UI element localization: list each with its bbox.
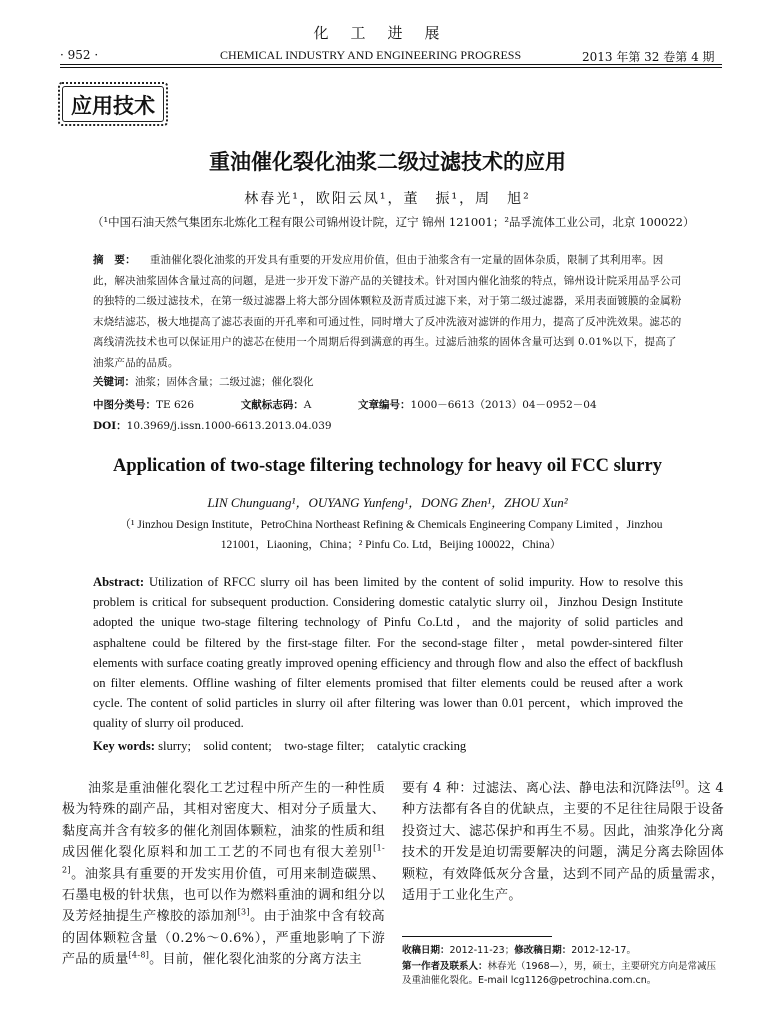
issue-info: 2013 年第 32 卷第 4 期	[582, 50, 715, 64]
article-number-value: 1000－6613（2013）04－0952－04	[410, 399, 597, 411]
article-number-label: 文章编号：	[358, 399, 411, 411]
footnote-rule	[402, 936, 552, 937]
clc-value: TE 626	[156, 399, 195, 411]
author-label: 第一作者及联系人：	[402, 961, 488, 972]
header-rule	[60, 64, 722, 65]
authors-en: LIN Chunguang¹，OUYANG Yunfeng¹，DONG Zhen¹，ZHOU Xun²	[207, 495, 568, 510]
affiliation-en	[96, 515, 686, 555]
clc-label: 中图分类号：	[93, 399, 156, 411]
body-left-p2: 。油浆具有重要的开发实用价值，可用来制造碳黑、石墨电极的针状焦，也可以作为燃料重油的调和组分以及芳烃抽提生产橡胶的添加剂	[62, 866, 385, 925]
doc-code-value: A	[303, 399, 312, 411]
header-rule-thin	[60, 67, 722, 68]
body-column-right	[402, 778, 724, 906]
doi-label: DOI：	[93, 420, 127, 432]
abstract-cn-label: 摘 要：	[93, 254, 136, 266]
abstract-en-label: Abstract:	[93, 575, 145, 589]
journal-title-en: CHEMICAL INDUSTRY AND ENGINEERING PROGRESS	[220, 48, 522, 62]
affiliation-en-line-2: 121001，Liaoning，China；² Pinfu Co. Ltd，Beijing 100022，China）	[220, 539, 562, 551]
citation-1-2[interactable]: [1-2]	[62, 843, 385, 875]
article-title-cn: 重油催化裂化油浆二级过滤技术的应用	[209, 150, 566, 174]
body-left-p4: 。目前，催化裂化油浆的分离方法主	[149, 952, 362, 968]
citation-3[interactable]: [3]	[237, 908, 250, 918]
author-info: 林春光（1968—），男，硕士，主要研究方向是常减压及重油催化裂化。E-mail lcg1126@petrochina.com.cn。	[402, 961, 716, 986]
revised-date: 2012-12-17。	[571, 945, 636, 956]
abstract-cn-text: 重油催化裂化油浆的开发具有重要的开发应用价值，但由于油浆含有一定量的固体杂质，限制了其利用率。因此，解决油浆固体含量过高的问题，是进一步开发下游产品的关键技术。针对国内催化油浆的特点，锦州设计院采用品孚公司的独特的二级过滤技术，在第一级过滤器上将大部分固体颗粒及沥青质过滤下来，对于第二级过滤器，采用表面镀膜的金属粉末烧结滤芯，极大地提高了滤芯表面的开孔率和可通过性，同时增大了反冲洗液对滤饼的作用力，提高了反冲洗效果。滤芯的离线清洗技术也可以保证用户的滤芯在使用一个周期后得到满意的再生。过滤后油浆的固体含量可达到 0.01%以下，提高了油浆产品的品质。	[93, 254, 682, 369]
keywords-en-label: Key words:	[93, 739, 155, 753]
article-title-en: Application of two-stage filtering technology for heavy oil FCC slurry	[113, 456, 662, 476]
received-label: 收稿日期：	[402, 945, 450, 956]
doc-code-label: 文献标志码：	[240, 399, 304, 411]
revised-label: 修改稿日期：	[514, 945, 572, 956]
body-left-p3: 。由于油浆中含有较高的固体颗粒含量（0.2%～0.6%），严重地影响了下游产品的质量	[62, 909, 385, 968]
body-right-p1: 要有 4 种：过滤法、离心法、静电法和沉降法	[402, 781, 673, 796]
doi-line	[93, 418, 332, 433]
body-left-p1: 油浆是重油催化裂化工艺过程中所产生的一种性质极为特殊的副产品，其相对密度大、相对分子质量大、黏度高并含有较多的催化剂固体颗粒，油浆的性质和组成因催化裂化原料和加工工艺的不同也有很大差别	[62, 781, 385, 861]
abstract-en-text: Utilization of RFCC slurry oil has been limited by the content of solid impurity. How to resolve this problem is critical for subsequent production. Considering domestic catalytic slurry oil，Jinzhou Design Institute adopted the unique two-stage filtering technology of Pinfu Co.Ltd，and the majority of solid particles and asphaltene could be filtered by the first-stage filter. For the second-stage filter，metal powder-sintered filter elements with surface coating greatly improved opening efficiency and through flow and also the effect of backflush on filter elements. Offline washing of filter elements promised that filter elements could be reused after a work cycle. The content of solid particles in slurry oil after filtering was lower than 0.01 percent，which improved the quality of slurry oil produced.	[93, 575, 683, 731]
footnote-dates	[402, 944, 724, 958]
body-column-left	[62, 778, 385, 971]
citation-4-8[interactable]: [4-8]	[128, 950, 150, 960]
keywords-en-text: slurry; solid content; two-stage filter; catalytic cracking	[158, 739, 467, 753]
abstract-en	[93, 572, 683, 734]
received-date: 2012-11-23；	[449, 945, 515, 956]
classification-line	[93, 397, 693, 412]
keywords-en	[93, 735, 466, 754]
page-number: · 952 ·	[60, 48, 99, 62]
abstract-cn	[93, 250, 683, 373]
affiliation-en-line-1: （¹ Jinzhou Design Institute，PetroChina Northeast Refining & Chemicals Engineering Company Limited ，Jinzhou	[119, 519, 663, 531]
doi-value[interactable]: 10.3969/j.issn.1000-6613.2013.04.039	[126, 420, 332, 432]
footnote-author	[402, 960, 724, 988]
keywords-cn-label: 关键词：	[93, 376, 135, 388]
section-stamp	[58, 82, 168, 126]
affiliation-cn: （¹中国石油天然气集团东北炼化工程有限公司锦州设计院，辽宁 锦州 121001；²品孚流体工业公司，北京 100022）	[92, 215, 695, 229]
citation-9[interactable]: [9]	[672, 779, 685, 789]
body-right-p2: 。这 4 种方法都有各自的优缺点，主要的不足往往局限于设备投资过大、滤芯保护和再生不易。因此，油浆净化分离技术的开发是迫切需要解决的问题，满足分离去除固体颗粒，有效降低灰分含量，达到不同产品的质量需求，适用于工业化生产。	[402, 781, 724, 904]
journal-title-cn: 化工进展	[313, 24, 462, 42]
authors-cn: 林春光¹，欧阳云凤¹，董 振¹，周 旭²	[244, 191, 531, 207]
section-stamp-label: 应用技术	[71, 94, 155, 118]
keywords-cn-text: 油浆；固体含量；二级过滤；催化裂化	[135, 376, 314, 388]
keywords-cn	[93, 374, 314, 389]
